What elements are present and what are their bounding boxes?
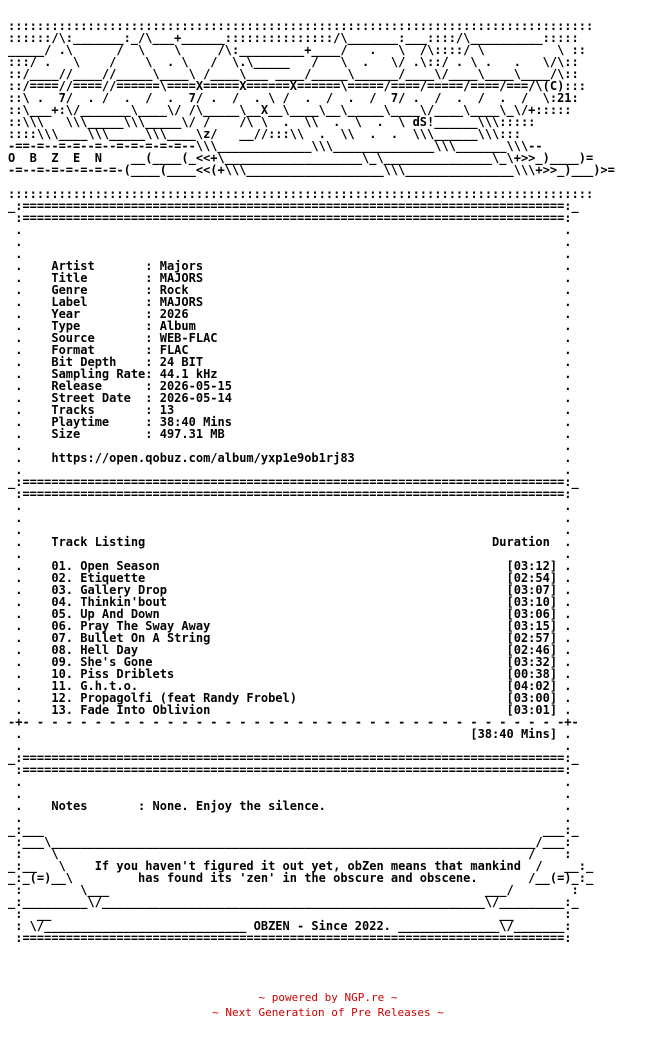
nfo-line: ::/____//____//_____\____\ /____\___ ____/_____\______/____\/____\____\____/\:: — [8, 67, 579, 81]
nfo-line: :::/ . \ / \ . \ / \.\_____ / \ . \/ .\::/ . \ . . \/\:: — [8, 55, 579, 69]
nfo-line: _____/ .\ / \ \ /\:_________+____/ . \ /\::::/ \ \ :: — [8, 43, 586, 57]
nfo-line: . . — [8, 775, 579, 789]
nfo-line: . . — [8, 811, 579, 825]
nfo-line: . Source : WEB-FLAC . — [8, 331, 579, 345]
nfo-line: . Size : 497.31 MB . — [8, 427, 579, 441]
nfo-line: . Year : 2026 . — [8, 307, 579, 321]
nfo-line: . 04. Thinkin'bout [03:10] . — [8, 595, 579, 609]
nfo-line: . . — [8, 739, 579, 753]
nfo-line: . . — [8, 547, 579, 561]
nfo-line: . 01. Open Season [03:12] . — [8, 559, 579, 573]
nfo-line: _:___ ___:_ — [8, 823, 579, 837]
nfo-line: _:_(=)__\ has found its 'zen' in the obscure and obscene. /__(=)_:_ — [8, 871, 594, 885]
nfo-line: . Genre : Rock . — [8, 283, 579, 297]
nfo-line: . Label : MAJORS . — [8, 295, 579, 309]
nfo-line: . . — [8, 463, 579, 477]
tagline-text: ~ Next Generation of Pre Releases ~ — [212, 1006, 444, 1019]
nfo-line: :===========================================================================: — [8, 487, 579, 501]
nfo-line: . . — [8, 511, 579, 525]
nfo-line: . 07. Bullet On A String [02:57] . — [8, 631, 579, 645]
nfo-line: _:===========================================================================:_ — [8, 199, 579, 213]
nfo-line: . Tracks : 13 . — [8, 403, 579, 417]
nfo-line: ::\ . 7/ . / . / . 7/ . / . \ / . / . / 7/ . / . / . / \:21: — [8, 91, 579, 105]
nfo-line: . Release : 2026-05-15 . — [8, 379, 579, 393]
nfo-line: :===========================================================================: — [8, 211, 579, 225]
nfo-line: ::\___+:\/_______\____\/ /\_____\__X__\____\__\_____\____\/____\____\_\/+::::: — [8, 103, 572, 117]
nfo-line: _:_________\/_____________________________________________________\/_________:_ — [8, 895, 579, 909]
nfo-line: . Sampling Rate: 44.1 kHz . — [8, 367, 579, 381]
nfo-line: . 12. Propagolfi (feat Randy Frobel) [03:00] . — [8, 691, 579, 705]
nfo-line: . Title : MAJORS . — [8, 271, 579, 285]
nfo-line: . Type : Album . — [8, 319, 579, 333]
nfo-line: . Notes : None. Enjoy the silence. . — [8, 799, 579, 813]
nfo-line: _:===========================================================================:_ — [8, 475, 579, 489]
nfo-line: :___\___________________________________________________________________/___: — [8, 835, 579, 849]
nfo-line: _:===========================================================================:_ — [8, 751, 579, 765]
nfo-line: . Artist : Majors . — [8, 259, 579, 273]
nfo-line: . . — [8, 499, 579, 513]
nfo-line: . 09. She's Gone [03:32] . — [8, 655, 579, 669]
nfo-line: . . — [8, 439, 579, 453]
nfo-line: . 02. Etiquette [02:54] . — [8, 571, 579, 585]
nfo-line: ::/====//====//======\====X=====X======X======\=====/====/=====/====/===/\(C)::: — [8, 79, 586, 93]
nfo-line: . Track Listing Duration . — [8, 535, 579, 549]
nfo-line: . https://open.qobuz.com/album/yxp1e9ob1rj83 . — [8, 451, 579, 465]
nfo-line: -==-=--=-=--=--=-=-=-=-=--\\\_____________\\\______________\\\_______\\\-- — [8, 139, 543, 153]
nfo-line: ::\\\ \\\_____\\\_____\/ / /\ \ . \\ . \ . \ dS!______\\\::::: — [8, 115, 536, 129]
nfo-line: O B Z E N __(____(_<<+\___________________\_\_______________\_\+>>_)____)= — [8, 151, 594, 165]
nfo-line: ::::\\\____\\\_____\\\____\z/ __//:::\\ . \\ . . \\\______\\\::: — [8, 127, 521, 141]
nfo-line: -=--=-=-=-=-=-=-(____(____<<(+\\\___________________\\\_______________\\\+>>_)___)>= — [8, 163, 615, 177]
nfo-line: : \___ ___/ : — [8, 883, 586, 897]
nfo-line: : \ / : — [8, 847, 579, 861]
nfo-line: -+- - - - - - - - - - - - - - - - - - - - - - - - - - - - - - - - - - - - - -+- — [8, 715, 579, 729]
nfo-line: :===========================================================================: — [8, 931, 579, 945]
nfo-line: . Format : FLAC . — [8, 343, 579, 357]
nfo-line: : __ __ : — [8, 907, 579, 921]
nfo-line: . 08. Hell Day [02:46] . — [8, 643, 579, 657]
nfo-line: . [38:40 Mins] . — [8, 727, 579, 741]
nfo-line: :===========================================================================: — [8, 763, 579, 777]
nfo-line: . 03. Gallery Drop [03:07] . — [8, 583, 579, 597]
nfo-line: . Street Date : 2026-05-14 . — [8, 391, 579, 405]
nfo-line: . 11. G.h.t.o. [04:02] . — [8, 679, 579, 693]
nfo-line: . . — [8, 787, 579, 801]
nfo-line: : \/____________________________ OBZEN - Since 2022. ______________\/_______: — [8, 919, 579, 933]
nfo-line: . Playtime : 38:40 Mins . — [8, 415, 579, 429]
nfo-line: . 13. Fade Into Oblivion [03:01] . — [8, 703, 579, 717]
nfo-line: . 06. Pray The Sway Away [03:15] . — [8, 619, 579, 633]
nfo-line: . . — [8, 247, 579, 261]
nfo-line: . . — [8, 235, 579, 249]
nfo-line: . . — [8, 223, 579, 237]
nfo-line: _:__ \ If you haven't figured it out yet, obZen means that mankind / __:_ — [8, 859, 594, 873]
nfo-line: ::::::::::::::::::::::::::::::::::::::::::::::::::::::::::::::::::::::::::::::::: — [8, 187, 594, 201]
footer — [0, 990, 656, 1020]
nfo-line: ::::::::::::::::::::::::::::::::::::::::::::::::::::::::::::::::::::::::::::::::: — [8, 19, 594, 33]
nfo-line: . . — [8, 523, 579, 537]
nfo-line: ::::::/\:_______:_/\___+______:::::::::::::::/\_______:___::::/\__________::::: — [8, 31, 579, 45]
nfo-line: . 05. Up And Down [03:06] . — [8, 607, 579, 621]
nfo-line: . 10. Piss Driblets [00:38] . — [8, 667, 579, 681]
nfo-line: . Bit Depth : 24 BIT . — [8, 355, 579, 369]
nfo-text-block — [8, 20, 615, 944]
powered-by-text: ~ powered by NGP.re ~ — [258, 991, 398, 1004]
